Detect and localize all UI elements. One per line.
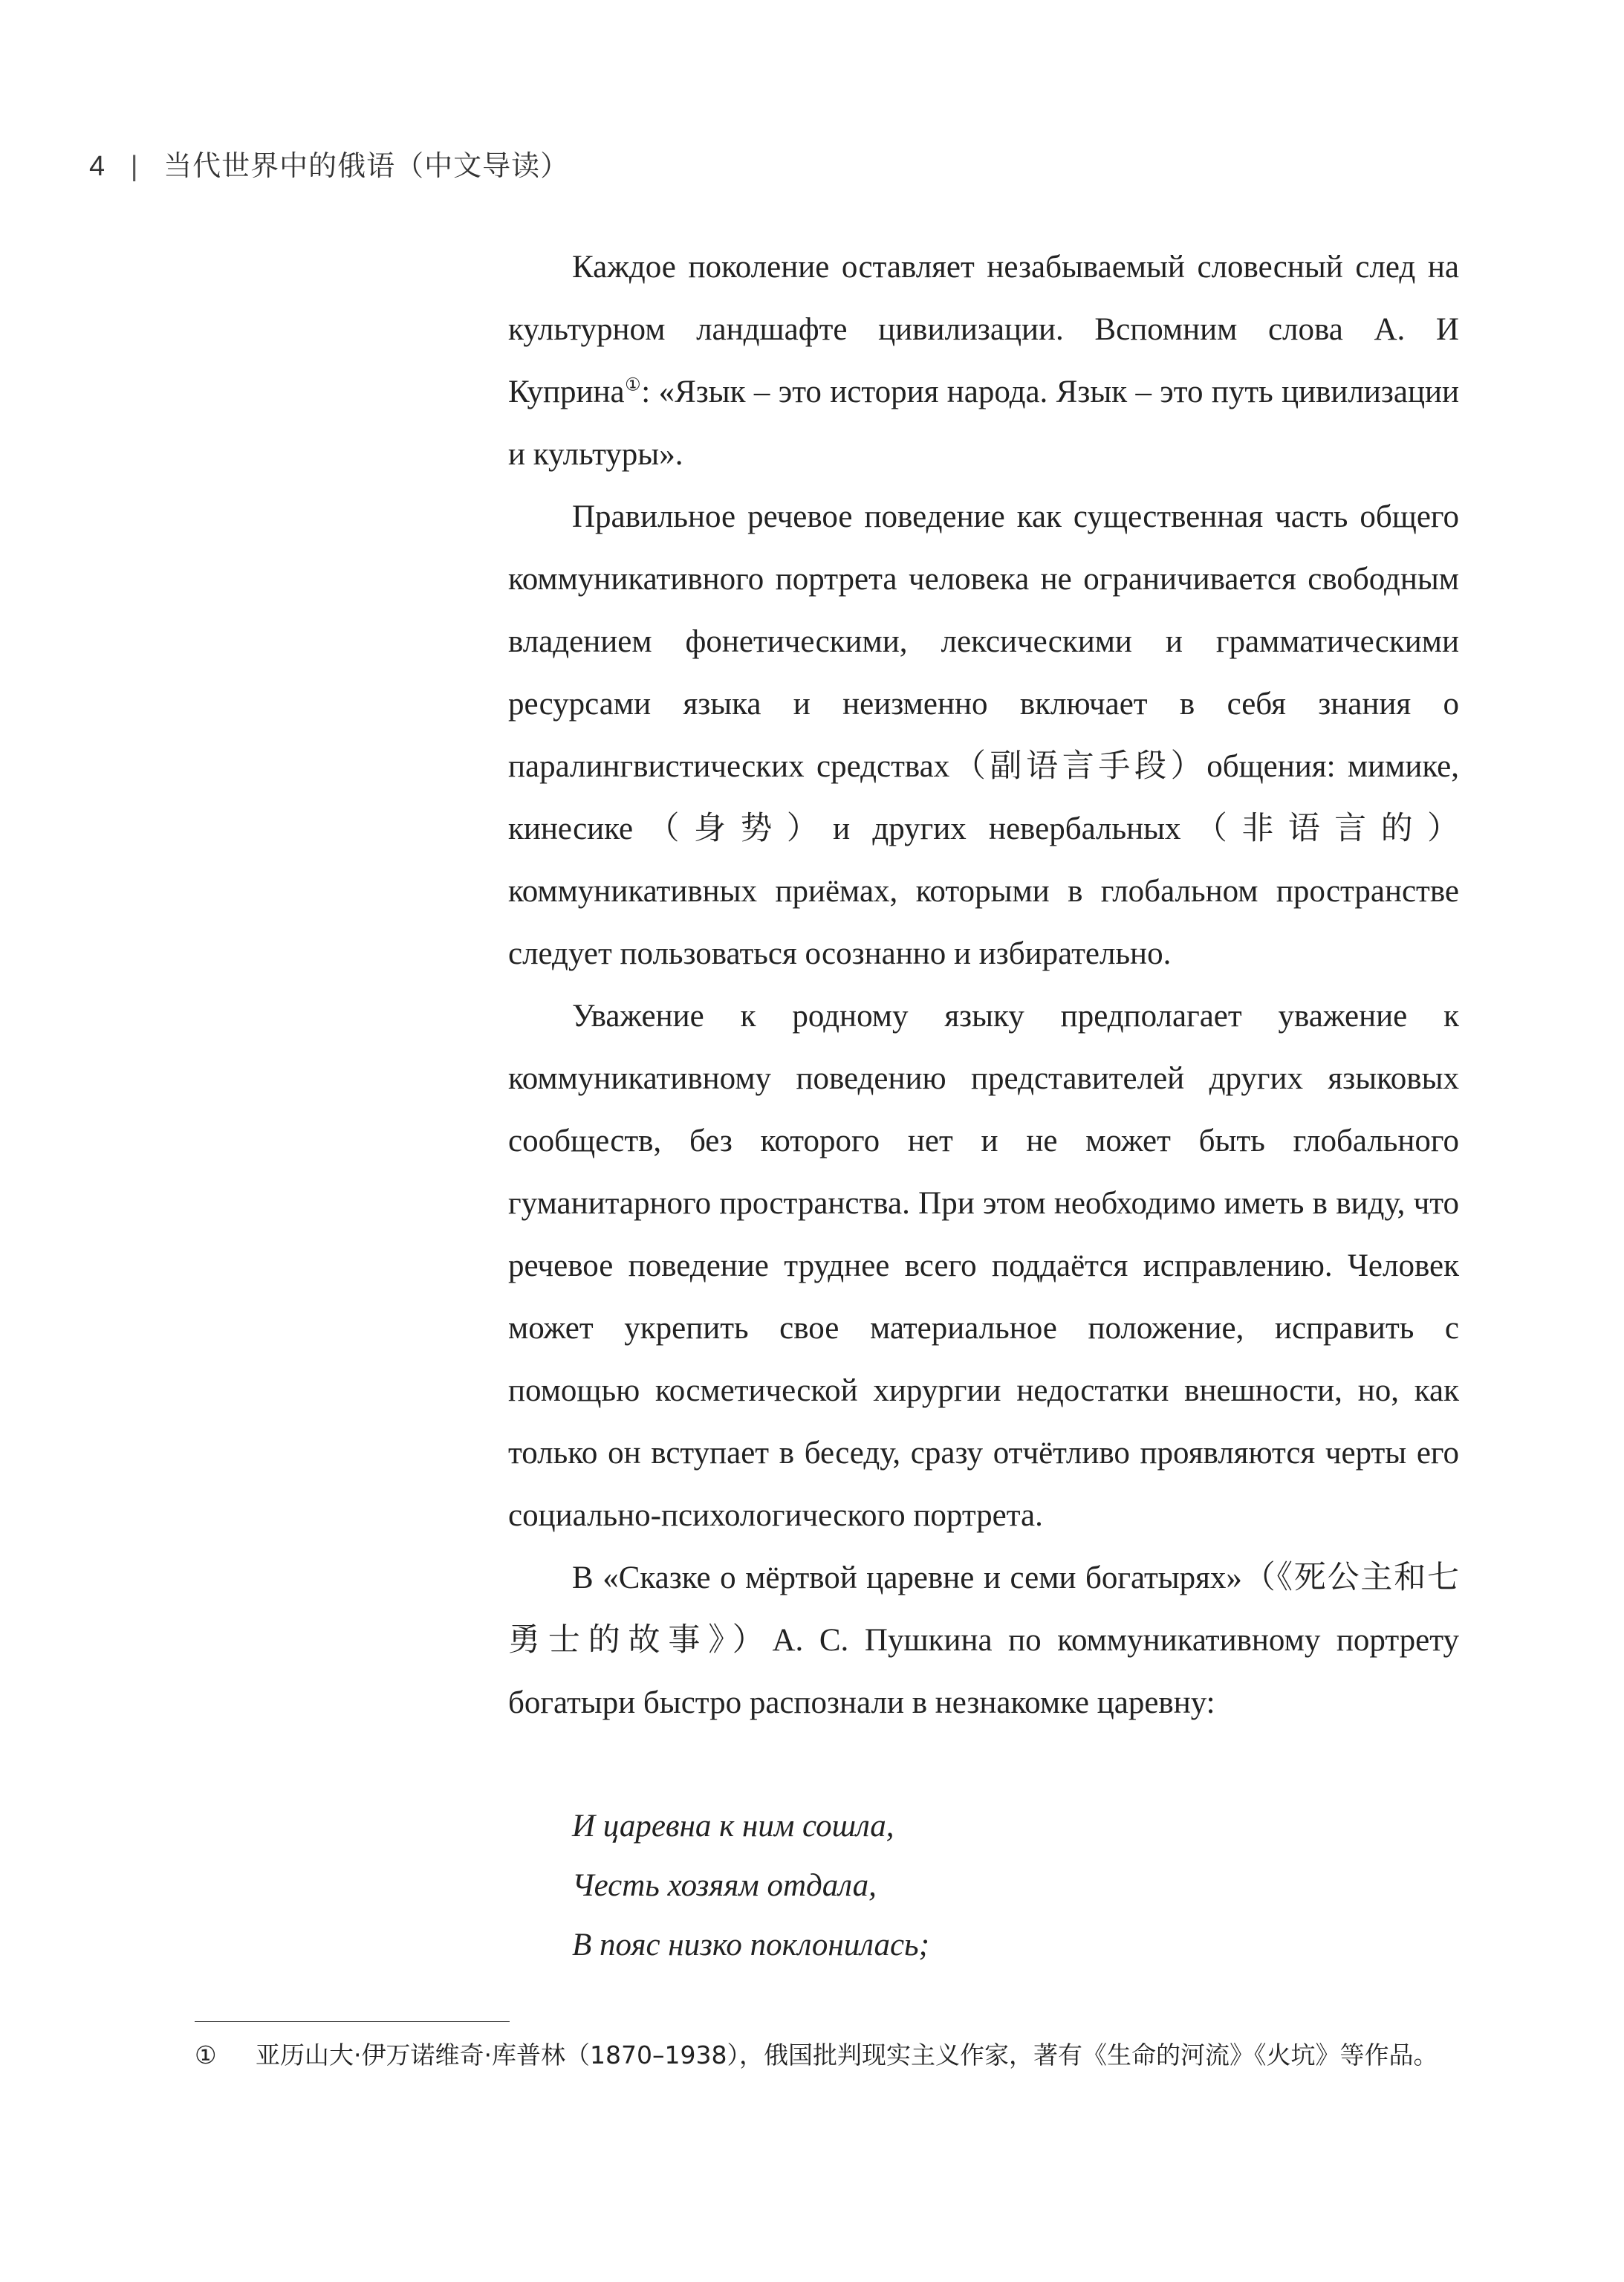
footnote-marker: ① — [195, 2040, 217, 2069]
footnote — [195, 2035, 1459, 2076]
paragraph-1-quote: : «Язык – это история народа. Язык – это путь цивилизации и культуры». — [508, 375, 1460, 472]
running-head — [89, 143, 569, 184]
page-number: 4 — [89, 151, 106, 182]
poem-quote — [572, 1797, 929, 1975]
footnote-text: 亚历山大·伊万诺维奇·库普林（1870–1938），俄国批判现实主义作家，著有《生命的河流》《火坑》等作品。 — [256, 2040, 1438, 2069]
book-title: 当代世界中的俄语（中文导读） — [163, 151, 570, 182]
poem-line: И царевна к ним сошла, — [572, 1809, 894, 1844]
paragraph-1-text: Каждое поколение оставляет незабываемый словесный след на культурном ландшафте цивилизации. Вспомним слова А. И Куприна — [508, 250, 1459, 409]
footnote-reference[interactable]: ① — [624, 375, 642, 395]
poem-line: В пояс низко поклонилась; — [572, 1928, 929, 1962]
paragraph-1 — [508, 236, 1459, 486]
poem-line: Честь хозяям отдала, — [572, 1868, 877, 1903]
paragraph-3: Уважение к родному языку предполагает уважение к коммуникативному поведению представителей других языковых сообществ, без которого нет и не может быть глобального гуманитарного пространства. При этом необходимо иметь в виду, что речевое поведение труднее всего поддаётся исправлению. Человек может укрепить свое материальное положение, исправить с помощью косметической хирургии недостатки внешности, но, как только он вступает в беседу, сразу отчётливо проявляются черты его социально-психологического портрета. — [508, 999, 1459, 1533]
header-separator: | — [130, 151, 139, 182]
paragraph-4: В «Сказке о мёртвой царевне и семи богатырях»（《死公主和七勇士的故事》）А. С. Пушкина по коммуникативному портрету богатыри быстро распознали в незнакомке царевну: — [508, 1560, 1459, 1720]
paragraph-2: Правильное речевое поведение как существенная часть общего коммуникативного портрета человека не ограничивается свободным владением фонетическими, лексическими и грамматическими ресурсами языка и неизменно включает в себя знания о паралингвистических средствах（副语言手段）общения: мимике, кинесике（身势）и других невербальных（非语言的）коммуникативных приёмах, которыми в глобальном пространстве следует пользоваться осознанно и избирательно. — [508, 499, 1459, 971]
footnote-divider — [195, 2021, 510, 2022]
body-text — [508, 236, 1459, 1734]
